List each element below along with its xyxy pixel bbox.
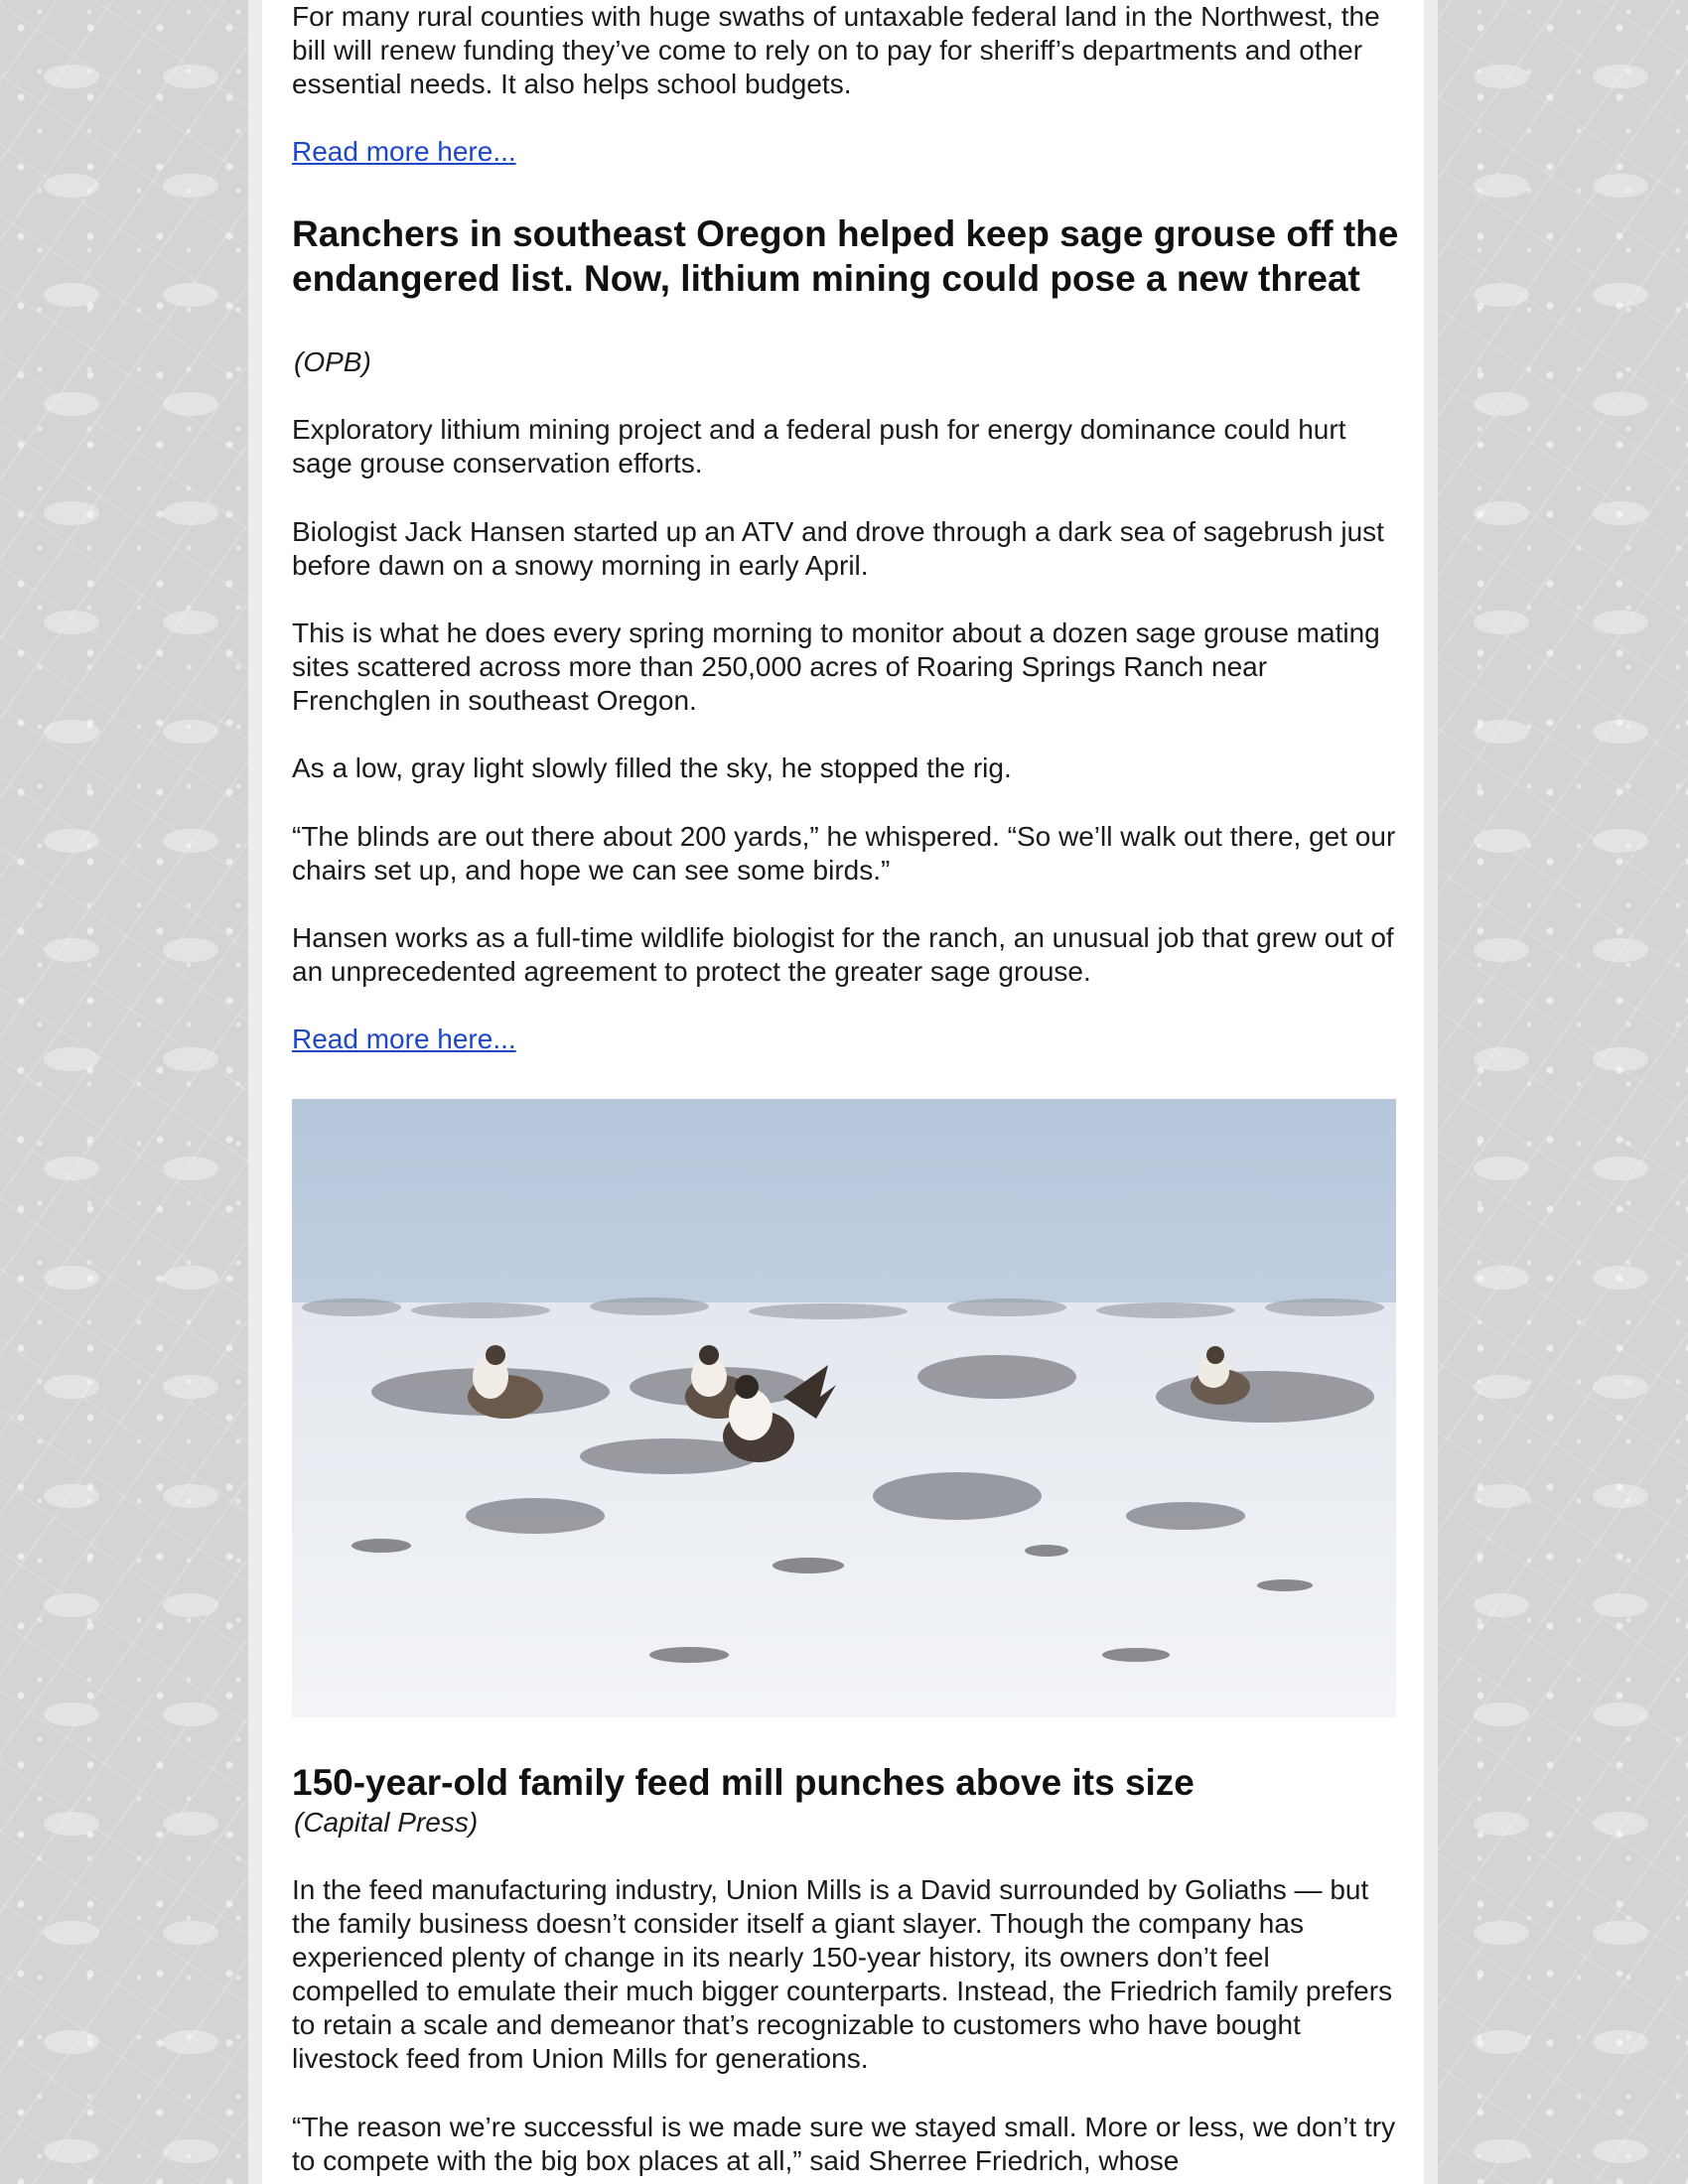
article-paragraph: Biologist Jack Hansen started up an ATV and drove through a dark sea of sagebrush just before dawn on a snowy morning in early April.: [292, 516, 1384, 581]
article-paragraph: “The blinds are out there about 200 yards,” he whispered. “So we’ll walk out there, get our chairs set up, and hope we can see some birds.”: [292, 821, 1396, 886]
article-paragraph: “The reason we’re successful is we made sure we stayed small. More or less, we don’t try to compete with the big box places at all,” said Sherree Friedrich, whose: [292, 2112, 1396, 2176]
read-more-link[interactable]: Read more here...: [292, 136, 516, 167]
article-paragraph: For many rural counties with huge swaths of untaxable federal land in the Northwest, the bill will renew funding they’ve come to rely on to pay for sheriff’s departments and other essential needs. It also helps school budgets.: [292, 1, 1380, 99]
email-content-column: [262, 0, 1424, 2184]
sage-grouse-illustration: [292, 1099, 1396, 1717]
read-more-link[interactable]: Read more here...: [292, 1024, 516, 1054]
article-paragraph: As a low, gray light slowly filled the sky, he stopped the rig.: [292, 752, 1012, 783]
article-source: (OPB): [294, 346, 371, 377]
article-headline: 150-year-old family feed mill punches above its size: [292, 1762, 1195, 1803]
article-paragraph: This is what he does every spring morning to monitor about a dozen sage grouse mating sites scattered across more than 250,000 acres of Roaring Springs Ranch near Frenchglen in southeast Oregon.: [292, 617, 1380, 716]
sage-grouse-photo: [292, 1099, 1396, 1717]
article-source: (Capital Press): [294, 1807, 479, 1838]
article-paragraph: Exploratory lithium mining project and a federal push for energy dominance could hurt sage grouse conservation efforts.: [292, 414, 1346, 478]
article-paragraph: Hansen works as a full-time wildlife biologist for the ranch, an unusual job that grew out of an unprecedented agreement to protect the greater sage grouse.: [292, 922, 1394, 987]
article-headline: Ranchers in southeast Oregon helped keep sage grouse off the endangered list. Now, lithium mining could pose a new threat: [292, 213, 1399, 299]
article-paragraph: In the feed manufacturing industry, Union Mills is a David surrounded by Goliaths — but the family business doesn’t consider itself a giant slayer. Though the company has experienced plenty of change in its nearly 150-year history, its owners don’t feel compelled to emulate their much bigger counterparts. Instead, the Friedrich family prefers to retain a scale and demeanor that’s recognizable to customers who have bought livestock feed from Union Mills for generations.: [292, 1874, 1393, 2074]
